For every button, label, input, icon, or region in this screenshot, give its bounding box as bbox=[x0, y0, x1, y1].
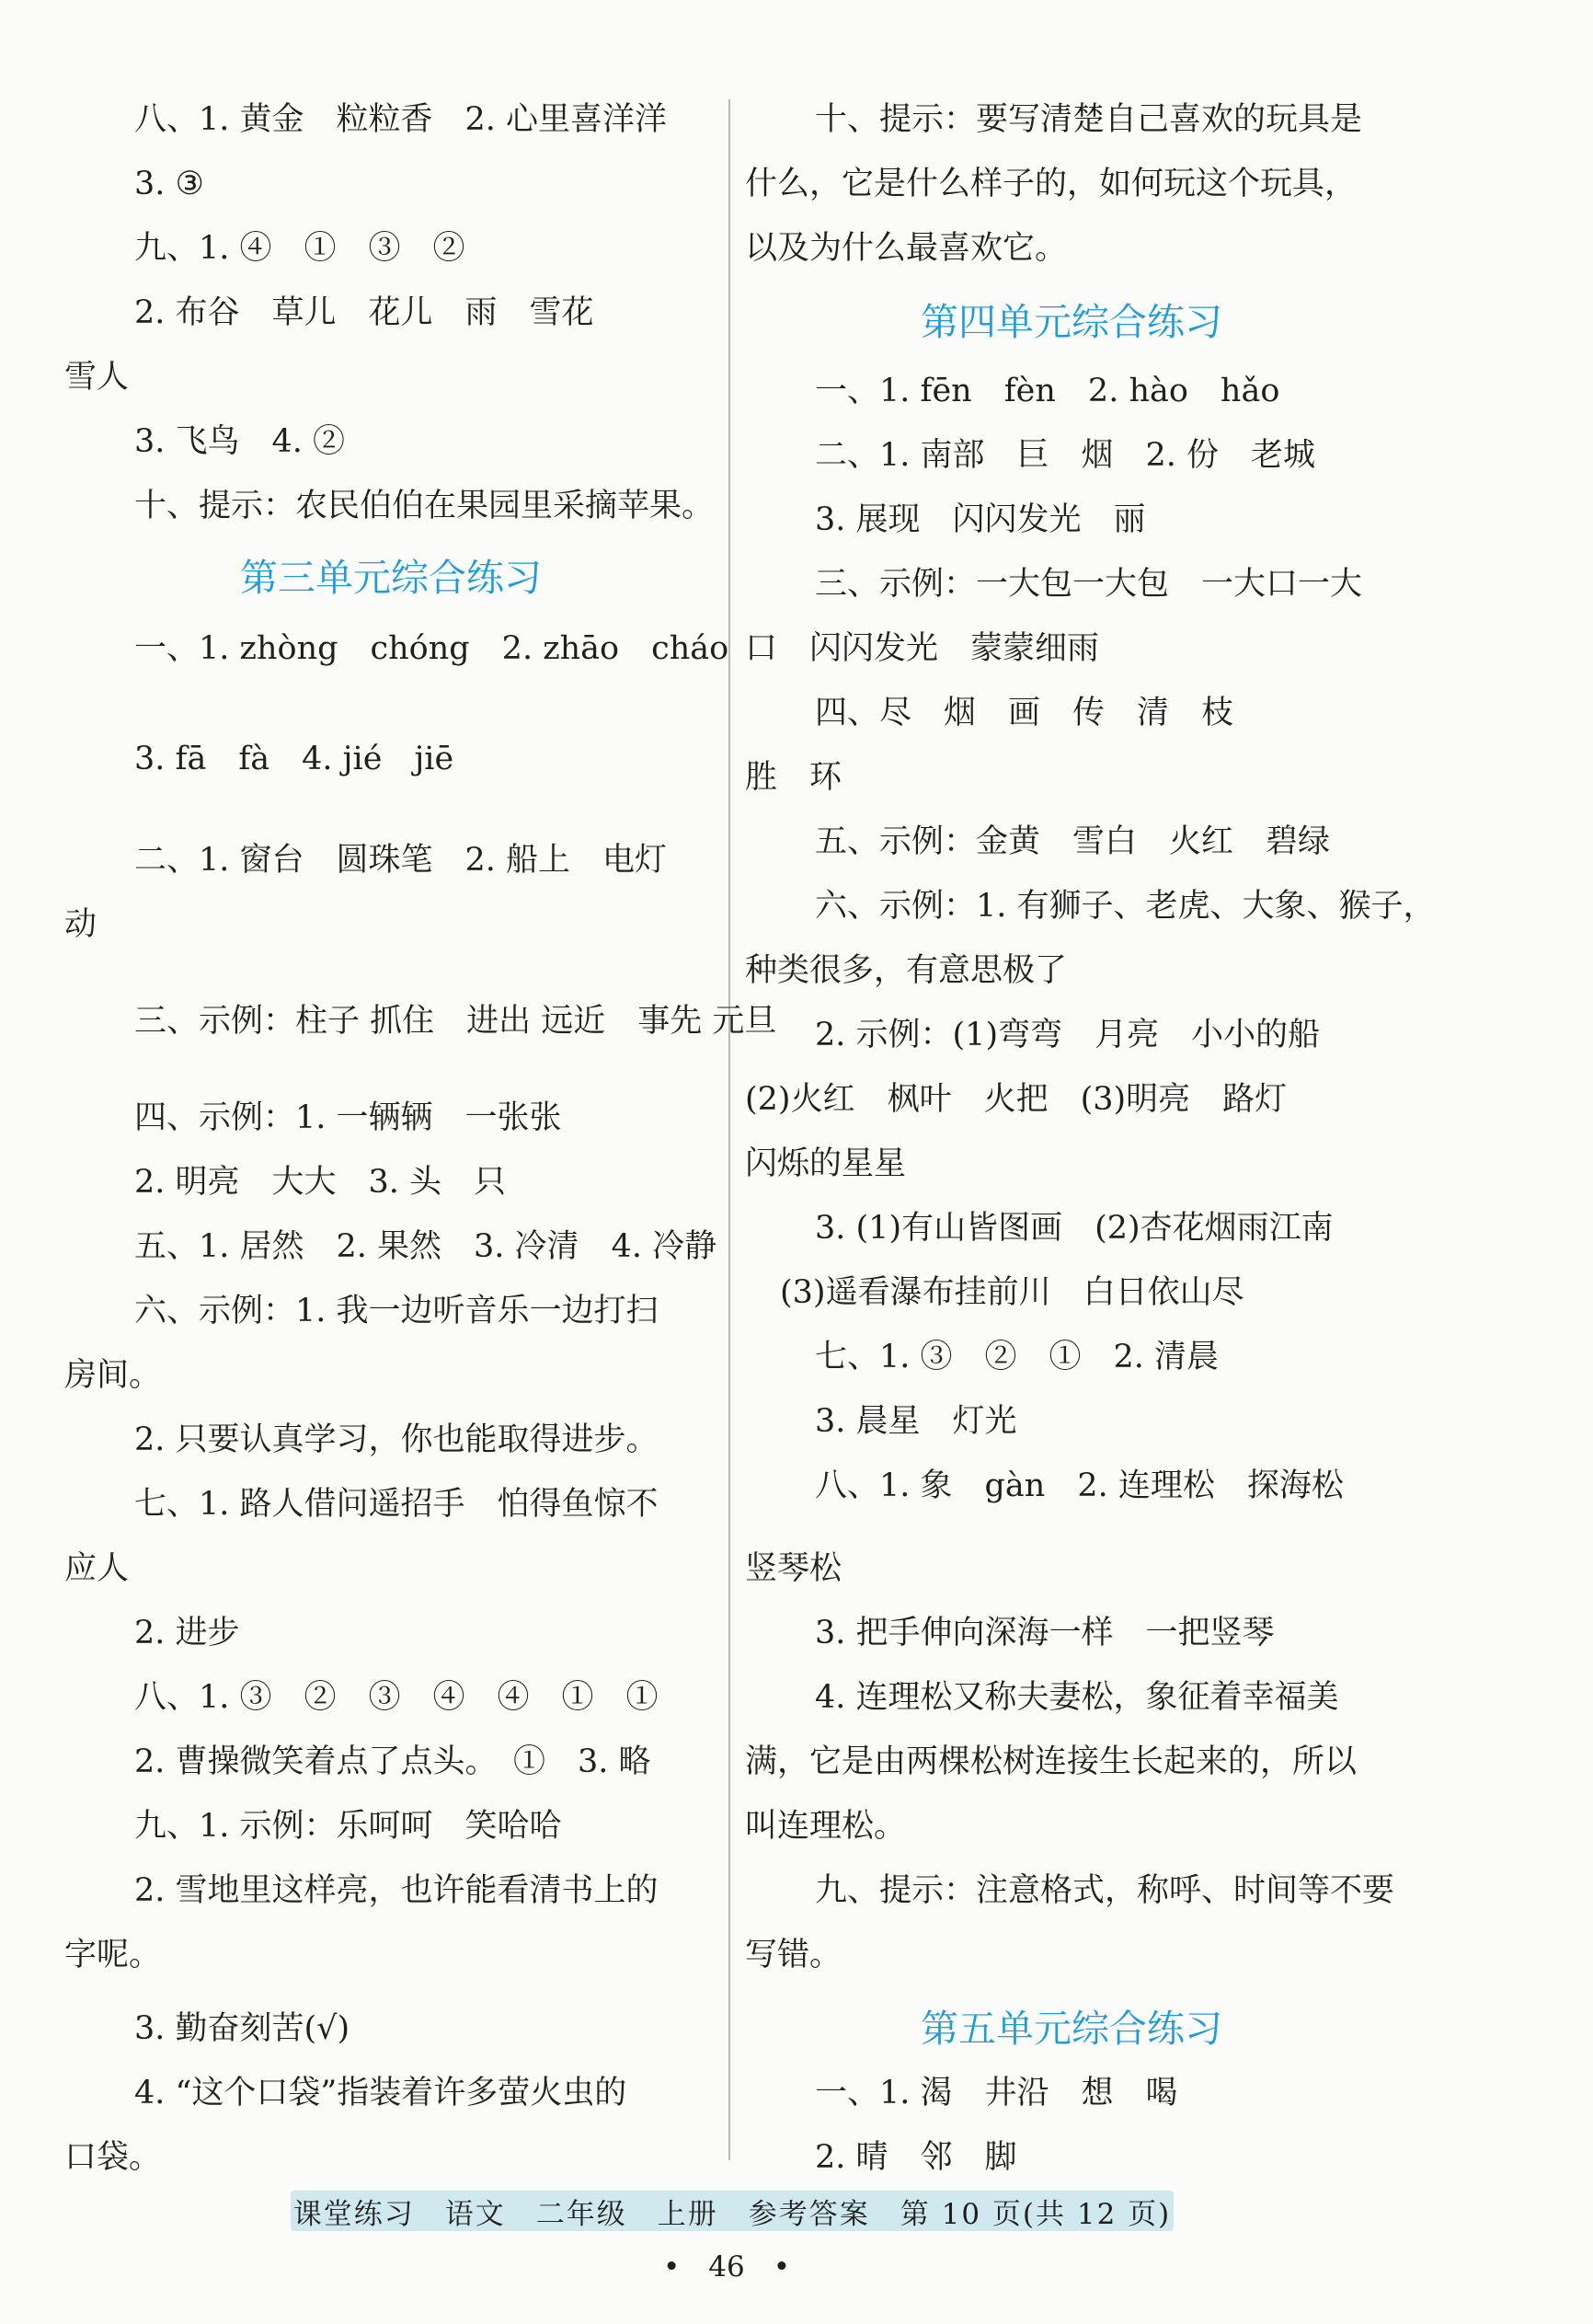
answer-line: 四、尽 烟 画 传 清 枝 bbox=[815, 695, 1234, 731]
answer-line: 叫连理松。 bbox=[745, 1808, 907, 1845]
answer-line: 五、示例：金黄 雪白 火红 碧绿 bbox=[815, 823, 1331, 860]
answer-line: 一、1. fēn fèn 2. hào hǎo bbox=[815, 373, 1280, 409]
answer-line: 3. 飞鸟 4. ② bbox=[134, 423, 346, 460]
answer-line: 八、1. 象 gàn 2. 连理松 探海松 bbox=[815, 1467, 1344, 1504]
section-heading-unit-3: 第三单元综合练习 bbox=[240, 556, 542, 600]
answer-line: 2. 曹操微笑着点了点头。 ① 3. 略 bbox=[134, 1743, 651, 1780]
answer-line: 五、1. 居然 2. 果然 3. 冷清 4. 冷静 bbox=[134, 1228, 717, 1265]
answer-line: 3. fā fà 4. jié jiē bbox=[134, 741, 454, 777]
answer-line: 4. 连理松又称夫妻松，象征着幸福美 bbox=[815, 1679, 1339, 1716]
page-number: • 46 • bbox=[662, 2250, 791, 2284]
answer-line: 以及为什么最喜欢它。 bbox=[745, 230, 1068, 267]
answer-line: 九、提示：注意格式，称呼、时间等不要 bbox=[815, 1872, 1395, 1909]
answer-line: 2. 布谷 草儿 花儿 雨 雪花 bbox=[134, 294, 594, 331]
answer-line: 胜 环 bbox=[745, 759, 842, 796]
answer-line: 2. 晴 邻 脚 bbox=[815, 2139, 1017, 2176]
answer-line: 3. 把手伸向深海一样 一把竖琴 bbox=[815, 1615, 1275, 1651]
answer-line: 雪人 bbox=[64, 359, 130, 396]
answer-line: 七、1. 路人借问遥招手 怕得鱼惊不 bbox=[134, 1486, 659, 1523]
answer-line: 一、1. zhòng chóng 2. zhāo cháo bbox=[134, 630, 729, 667]
answer-line: (2)火红 枫叶 火把 (3)明亮 路灯 bbox=[745, 1081, 1288, 1118]
column-divider bbox=[728, 99, 730, 2160]
answer-line: 种类很多，有意思极了 bbox=[745, 952, 1068, 989]
answer-line: 一、1. 渴 井沿 想 喝 bbox=[815, 2075, 1178, 2111]
answer-line: 4. “这个口袋”指装着许多萤火虫的 bbox=[134, 2075, 627, 2111]
answer-line: 3. ③ bbox=[134, 166, 204, 202]
answer-line: 九、1. 示例：乐呵呵 笑哈哈 bbox=[134, 1808, 562, 1845]
page-footer: 课堂练习 语文 二年级 上册 参考答案 第 10 页(共 12 页) bbox=[291, 2191, 1174, 2231]
answer-line: 应人 bbox=[64, 1550, 130, 1587]
answer-line: 十、提示：要写清楚自己喜欢的玩具是 bbox=[815, 101, 1363, 138]
answer-line: 2. 雪地里这样亮，也许能看清书上的 bbox=[134, 1872, 659, 1909]
answer-line: 什么，它是什么样子的，如何玩这个玩具， bbox=[745, 166, 1358, 202]
answer-line: 2. 示例：(1)弯弯 月亮 小小的船 bbox=[815, 1017, 1321, 1053]
answer-line: 六、示例：1. 我一边听音乐一边打扫 bbox=[134, 1293, 659, 1329]
answer-line: 3. 晨星 灯光 bbox=[815, 1403, 1017, 1440]
answer-line: 写错。 bbox=[745, 1937, 842, 1973]
answer-line: 2. 进步 bbox=[134, 1615, 240, 1651]
answer-line: 口 闪闪发光 蒙蒙细雨 bbox=[745, 630, 1100, 667]
answer-line: 六、示例：1. 有狮子、老虎、大象、猴子， bbox=[815, 888, 1436, 925]
answer-line: 3. 展现 闪闪发光 丽 bbox=[815, 501, 1146, 538]
section-heading-unit-5: 第五单元综合练习 bbox=[921, 2007, 1222, 2051]
answer-line: 字呢。 bbox=[64, 1937, 162, 1973]
answer-line: 九、1. ④ ① ③ ② bbox=[134, 230, 465, 267]
answer-line: 闪烁的星星 bbox=[745, 1145, 907, 1182]
answer-line: 三、示例：柱子 抓住 进出 远近 事先 元旦 bbox=[134, 1003, 777, 1040]
answer-line: 七、1. ③ ② ① 2. 清晨 bbox=[815, 1339, 1220, 1375]
answer-line: 八、1. 黄金 粒粒香 2. 心里喜洋洋 bbox=[134, 101, 668, 138]
answer-line: 满，它是由两棵松树连接生长起来的，所以 bbox=[745, 1743, 1358, 1780]
answer-line: 二、1. 窗台 圆珠笔 2. 船上 电灯 bbox=[134, 842, 668, 879]
answer-line: 三、示例：一大包一大包 一大口一大 bbox=[815, 566, 1363, 603]
answer-line: 2. 只要认真学习，你也能取得进步。 bbox=[134, 1421, 659, 1458]
section-heading-unit-4: 第四单元综合练习 bbox=[921, 300, 1222, 344]
answer-line: 八、1. ③ ② ③ ④ ④ ① ① bbox=[134, 1679, 659, 1716]
answer-line: 竖琴松 bbox=[745, 1550, 842, 1587]
answer-line: 二、1. 南部 巨 烟 2. 份 老城 bbox=[815, 437, 1316, 474]
answer-line: 3. (1)有山皆图画 (2)杏花烟雨江南 bbox=[815, 1210, 1334, 1247]
answer-line: 动 bbox=[64, 906, 97, 943]
answer-line: 十、提示：农民伯伯在果园里采摘苹果。 bbox=[134, 488, 715, 524]
answer-line: 口袋。 bbox=[64, 2139, 162, 2176]
answer-line: 四、示例：1. 一辆辆 一张张 bbox=[134, 1099, 562, 1136]
answer-line: 3. 勤奋刻苦(√) bbox=[134, 2010, 350, 2047]
answer-line: 2. 明亮 大大 3. 头 只 bbox=[134, 1164, 507, 1201]
answer-line: 房间。 bbox=[64, 1357, 162, 1394]
answer-line: (3)遥看瀑布挂前川 白日依山尽 bbox=[780, 1274, 1244, 1311]
